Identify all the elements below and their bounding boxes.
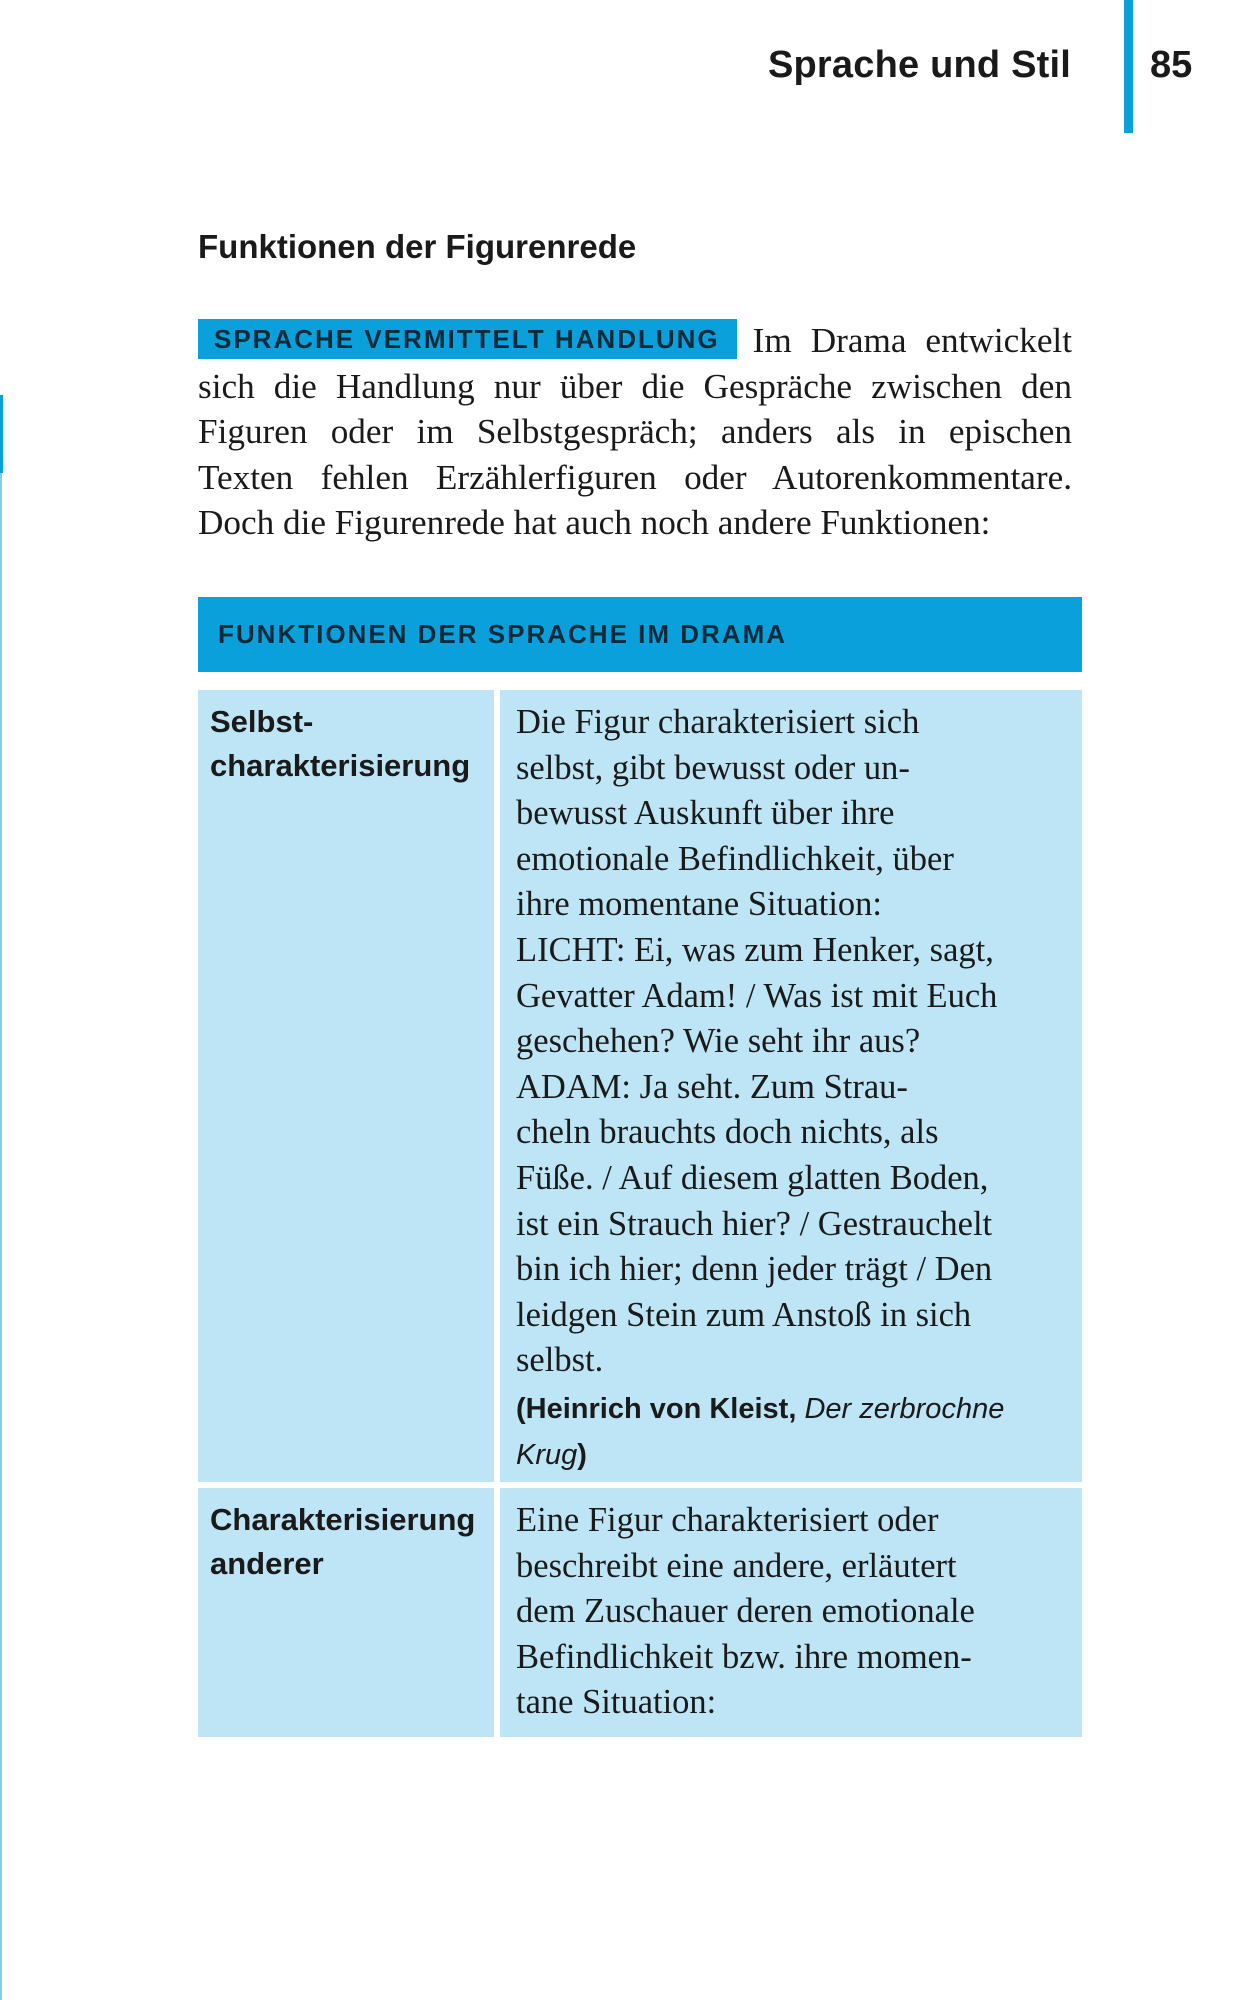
row-text-line: Befindlichkeit bzw. ihre momen- — [516, 1637, 972, 1676]
row-text-line: beschreibt eine andere, erläutert — [516, 1546, 957, 1585]
intro-text: Im Drama entwickelt sich die Handlung nur über die Gespräche zwischen den Figuren oder im Selbstgespräch; anders als in epischen Texten fehlen Erzählerfiguren oder Autorenkommentare. Doch die Figurenrede hat auch noch andere Funktionen: — [198, 321, 1072, 542]
citation-close: ) — [577, 1438, 587, 1471]
citation-work-title: Der zerbrochne — [804, 1392, 1005, 1425]
table-row-label-cell — [198, 690, 494, 1482]
row-text-line: bin ich hier; denn jeder trägt / Den — [516, 1250, 993, 1289]
intro-paragraph — [198, 318, 1072, 546]
row-text-line: selbst, gibt bewusst oder un- — [516, 748, 910, 787]
citation-author: (Heinrich von Kleist, — [516, 1392, 805, 1425]
table-row-text-cell — [500, 690, 1082, 1482]
row-text-line: leidgen Stein zum Anstoß in sich — [516, 1295, 972, 1334]
row-text-line: bewusst Auskunft über ihre — [516, 794, 895, 833]
row-text-line: tane Situation: — [516, 1683, 717, 1722]
page-edge-strip — [0, 473, 2, 2000]
row-label-line: charakterisierung — [210, 748, 471, 783]
row-label-line: Selbst- — [210, 704, 314, 739]
running-header-title: Sprache und Stil — [767, 44, 1071, 86]
table-header: FUNKTIONEN DER SPRACHE IM DRAMA — [198, 597, 1082, 672]
row-text-line: LICHT: Ei, was zum Henker, sagt, — [516, 930, 994, 969]
row-text-line: selbst. — [516, 1341, 604, 1380]
row-text-line: Eine Figur charakterisiert oder — [516, 1501, 939, 1539]
row-label-line: anderer — [210, 1546, 324, 1581]
citation — [516, 1386, 1066, 1478]
row-text-line: cheln brauchts doch nichts, als — [516, 1113, 939, 1152]
citation-work-title: Krug — [516, 1438, 578, 1471]
row-text-line: ihre momentane Situation: — [516, 885, 883, 924]
intro-keyword-label: SPRACHE VERMITTELT HANDLUNG — [198, 319, 737, 359]
row-text-line: ADAM: Ja seht. Zum Strau- — [516, 1067, 908, 1106]
thumb-index-marker — [0, 395, 3, 473]
row-text-line: dem Zuschauer deren emotionale — [516, 1592, 975, 1631]
row-text-line: Die Figur charakterisiert sich — [516, 703, 920, 741]
page-number: 85 — [1150, 44, 1193, 86]
section-heading: Funktionen der Figurenrede — [198, 228, 637, 265]
row-text-line: Füße. / Auf diesem glatten Boden, — [516, 1158, 989, 1197]
header-accent-rule — [1124, 0, 1133, 133]
row-text-line: Gevatter Adam! / Was ist mit Euch — [516, 976, 998, 1015]
table-row-label-cell — [198, 1488, 494, 1737]
row-text-line: ist ein Strauch hier? / Gestrauchelt — [516, 1204, 993, 1243]
row-text-line: emotionale Befindlichkeit, über — [516, 839, 954, 878]
row-text-line: geschehen? Wie seht ihr aus? — [516, 1022, 921, 1061]
row-label-line: Charakterisierung — [210, 1502, 476, 1537]
table-row-text-cell — [500, 1488, 1082, 1737]
